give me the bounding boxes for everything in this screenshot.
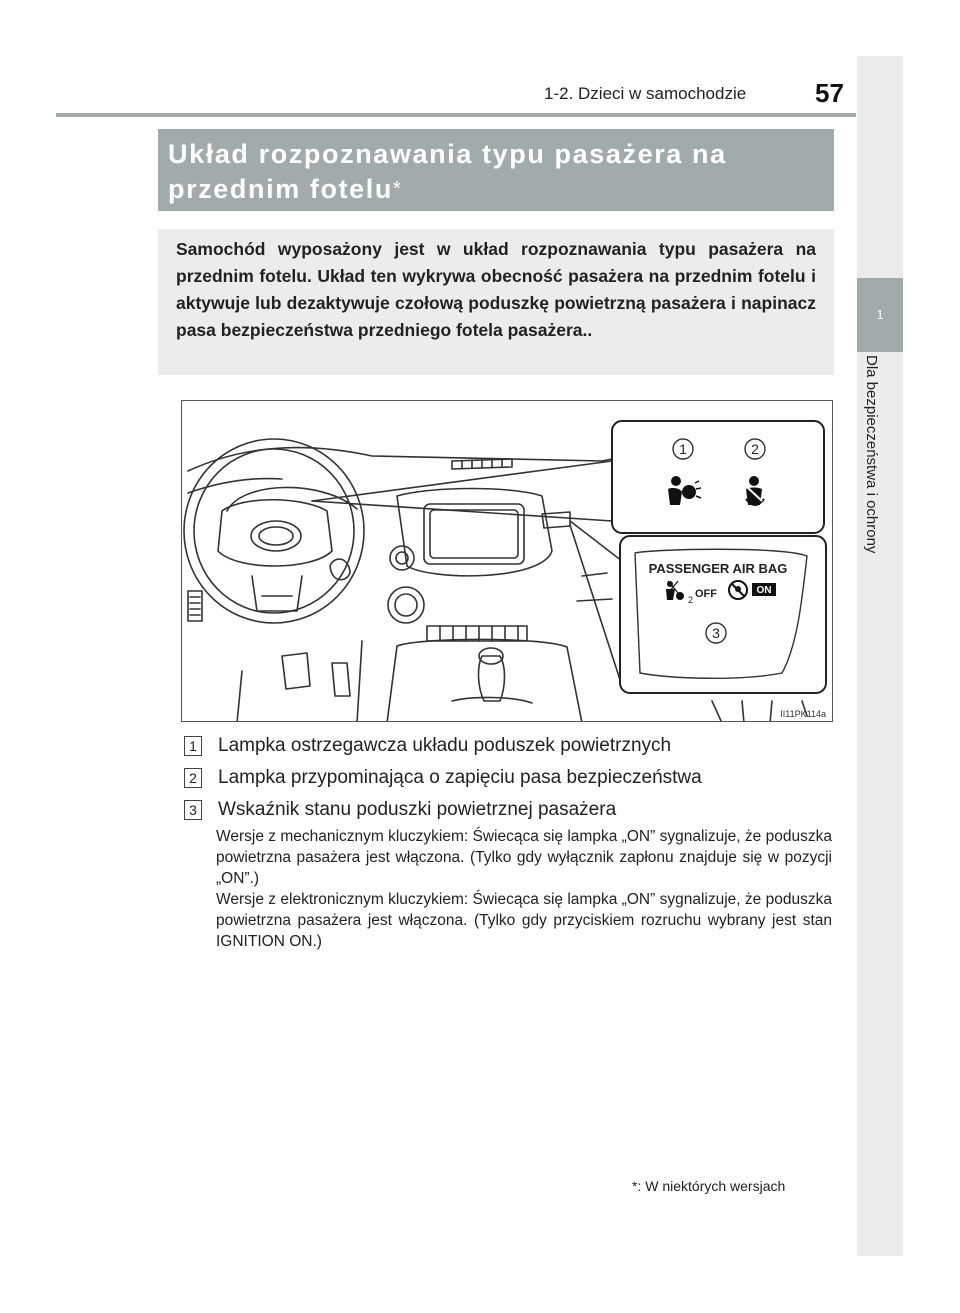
section-header: 1-2. Dzieci w samochodzie — [544, 84, 747, 103]
footnote-mark: * — [632, 1178, 638, 1194]
legend-text: Wskaźnik stanu poduszki powietrznej pasażera — [218, 799, 617, 820]
indicator-description — [216, 826, 832, 952]
side-tab-number: 1 — [857, 278, 903, 352]
callout-2: 2 — [751, 441, 759, 457]
off-label: OFF — [695, 588, 717, 600]
callout-3: 3 — [712, 625, 720, 641]
dashboard-illustration — [182, 401, 833, 722]
footnote — [632, 1178, 785, 1194]
page-title — [158, 129, 834, 211]
legend-text: Lampka ostrzegawcza układu poduszek powietrznych — [218, 735, 672, 756]
legend-number: 3 — [184, 800, 202, 820]
legend-number: 1 — [184, 736, 202, 756]
legend-number: 2 — [184, 768, 202, 788]
airbag-on-icon — [729, 581, 747, 599]
callout-1: 1 — [679, 441, 687, 457]
svg-text:2: 2 — [688, 595, 694, 605]
panel-label: PASSENGER AIR BAG — [648, 561, 788, 576]
page-title-text: Układ rozpoznawania typu pasażera na przednim fotelu — [168, 139, 727, 204]
footnote-text: : W niektórych wersjach — [637, 1178, 786, 1194]
dashboard-figure — [181, 400, 833, 722]
description-paragraph: Wersje z elektronicznym kluczykiem: Świecąca się lampka „ON” sygnalizuje, że poduszka powietrzna pasażera jest włączona. (Tylko gdy przyciskiem rozruchu wybrany jest stan IGNITION ON.) — [216, 891, 832, 950]
figure-code: II11PK114a — [780, 709, 826, 719]
on-label: ON — [756, 585, 772, 596]
side-tab — [857, 56, 903, 1256]
description-paragraph: Wersje z mechanicznym kluczykiem: Świecąca się lampka „ON” sygnalizuje, że poduszka powietrzna pasażera jest włączona. (Tylko gdy wyłącznik zapłonu znajduje się w pozycji „ON”.) — [216, 828, 832, 887]
page-number: 57 — [815, 78, 844, 108]
title-footnote-mark: * — [393, 178, 401, 200]
header-rule — [56, 113, 856, 117]
legend-text: Lampka przypominająca o zapięciu pasa bezpieczeństwa — [218, 767, 702, 788]
side-tab-text: Dla bezpieczeństwa i ochrony — [863, 355, 880, 554]
intro-box: Samochód wyposażony jest w układ rozpoznawania typu pasażera na przednim fotelu. Układ ten wykrywa obecność pasażera na przednim fotelu i aktywuje lub dezaktywuje czołową poduszkę powietrzną pasażera i napinacz pasa bezpieczeństwa przedniego fotela pasażera.. — [158, 229, 834, 375]
